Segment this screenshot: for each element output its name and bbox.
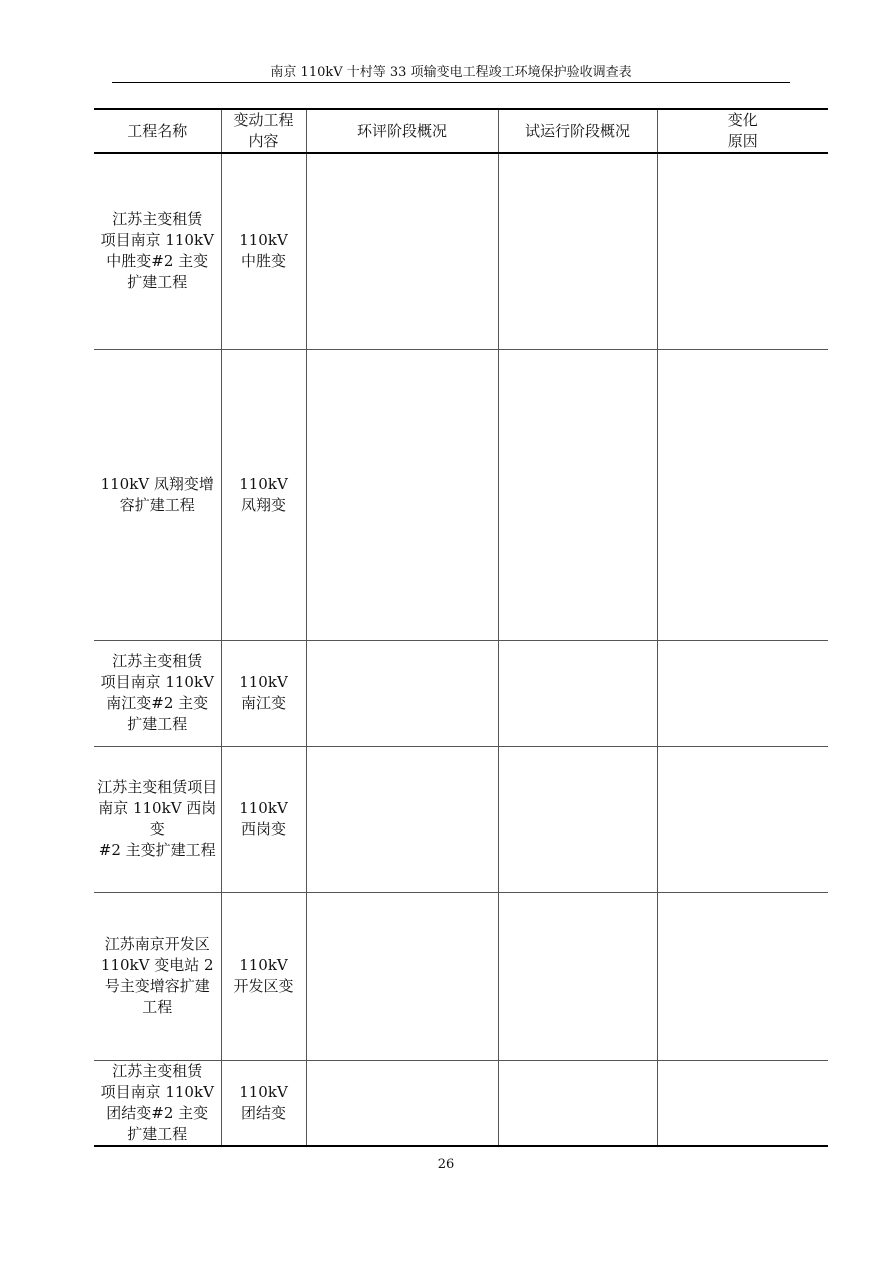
- trial-overview-cell: [498, 153, 657, 349]
- page-number: 26: [437, 1157, 455, 1172]
- column-header-change-content: 变动工程 内容: [221, 109, 306, 153]
- project-name-cell: 江苏南京开发区 110kV 变电站 2 号主变增容扩建 工程: [94, 892, 221, 1060]
- project-name-cell: 江苏主变租赁 项目南京 110kV 南江变#2 主变 扩建工程: [94, 640, 221, 746]
- change-content-cell: 110kV 凤翔变: [221, 349, 306, 640]
- eia-overview-cell: [306, 640, 498, 746]
- change-content-cell: 110kV 中胜变: [221, 153, 306, 349]
- change-reason-cell: [657, 892, 828, 1060]
- header-rule: [112, 82, 790, 83]
- change-reason-cell: [657, 1060, 828, 1146]
- change-reason-cell: [657, 746, 828, 892]
- project-name-cell: 江苏主变租赁 项目南京 110kV 团结变#2 主变 扩建工程: [94, 1060, 221, 1146]
- column-header-trial-overview: 试运行阶段概况: [498, 109, 657, 153]
- eia-overview-cell: [306, 153, 498, 349]
- table-row: [94, 153, 828, 349]
- change-content-cell: 110kV 西岗变: [221, 746, 306, 892]
- change-survey-table: [94, 108, 828, 1147]
- project-name-cell: 江苏主变租赁 项目南京 110kV 中胜变#2 主变 扩建工程: [94, 153, 221, 349]
- project-name-cell: 110kV 凤翔变增 容扩建工程: [94, 349, 221, 640]
- eia-overview-cell: [306, 746, 498, 892]
- trial-overview-cell: [498, 640, 657, 746]
- page-header-title: 南京 110kV 十村等 33 项输变电工程竣工环境保护验收调查表: [270, 65, 632, 80]
- trial-overview-cell: [498, 1060, 657, 1146]
- table-row: [94, 746, 828, 892]
- eia-overview-cell: [306, 349, 498, 640]
- table-row: [94, 349, 828, 640]
- change-content-cell: 110kV 开发区变: [221, 892, 306, 1060]
- eia-overview-cell: [306, 1060, 498, 1146]
- column-header-change-reason: 变化 原因: [657, 109, 828, 153]
- column-header-eia-overview: 环评阶段概况: [306, 109, 498, 153]
- eia-overview-cell: [306, 892, 498, 1060]
- project-name-cell: 江苏主变租赁项目 南京 110kV 西岗变 #2 主变扩建工程: [94, 746, 221, 892]
- change-reason-cell: [657, 153, 828, 349]
- trial-overview-cell: [498, 892, 657, 1060]
- table-row: [94, 892, 828, 1060]
- table-row: [94, 640, 828, 746]
- trial-overview-cell: [498, 349, 657, 640]
- change-reason-cell: [657, 349, 828, 640]
- change-content-cell: 110kV 团结变: [221, 1060, 306, 1146]
- trial-overview-cell: [498, 746, 657, 892]
- change-reason-cell: [657, 640, 828, 746]
- change-content-cell: 110kV 南江变: [221, 640, 306, 746]
- column-header-project-name: 工程名称: [94, 109, 221, 153]
- table-row: [94, 1060, 828, 1146]
- table-header-row: [94, 109, 828, 153]
